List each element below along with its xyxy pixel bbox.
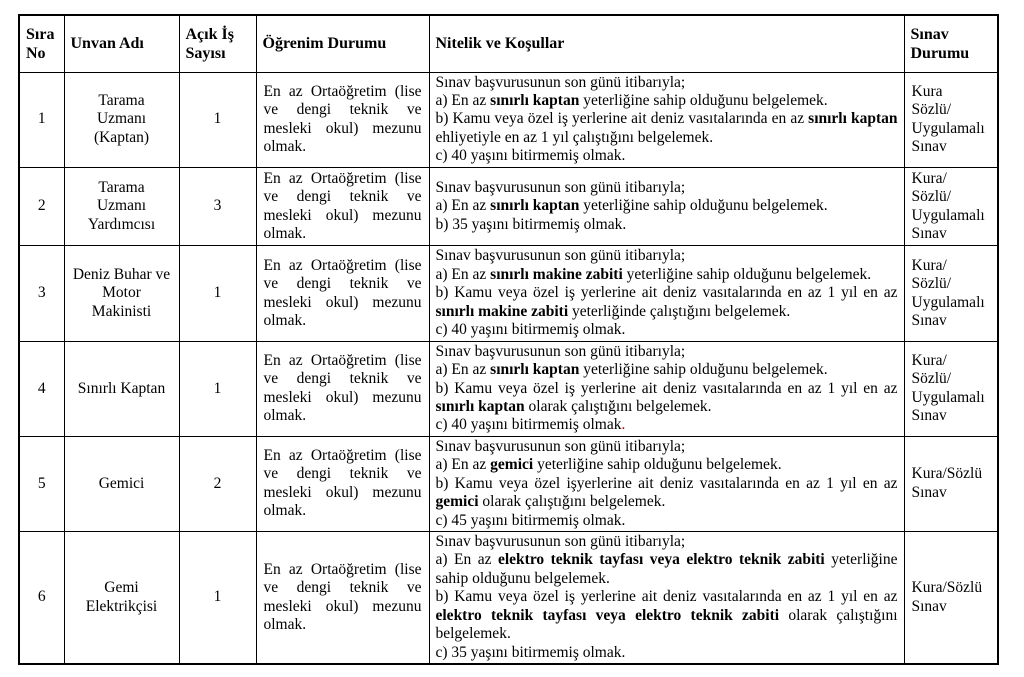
requirement-text: Sınav başvurusunun son günü itibarıyla; (435, 247, 686, 265)
requirement-text: yeterliğine sahip olduğunu belgelemek. (579, 197, 828, 215)
cell-sira-no: 2 (19, 167, 64, 246)
header-sira-no: Sıra No (19, 15, 64, 72)
requirement-emphasis: elektro teknik tayfası veya elektro teknik zabiti (435, 606, 780, 624)
cell-sira-no: 4 (19, 341, 64, 436)
requirement-text: olarak çalıştığını belgelemek. (524, 397, 712, 415)
cell-sira-no: 3 (19, 246, 64, 341)
cell-nitelik (429, 167, 904, 246)
requirement-text: c) 40 yaşını bitirmemiş olmak. (435, 147, 626, 165)
cell-unvan-adi: Deniz Buhar ve Motor Makinisti (64, 246, 179, 341)
cell-sinav-durumu: Kura Sözlü/ Uygulamalı Sınav (904, 72, 998, 167)
header-nitelik: Nitelik ve Koşullar (429, 15, 904, 72)
cell-ogrenim: En az Ortaöğretim (lise ve dengi teknik ve mesleki okul) mezunu olmak. (256, 246, 429, 341)
cell-nitelik (429, 436, 904, 531)
cell-sira-no: 5 (19, 436, 64, 531)
requirement-text: c) 40 yaşını bitirmemiş olmak. (435, 321, 626, 339)
table-row (19, 72, 998, 167)
cell-ogrenim: En az Ortaöğretim (lise ve dengi teknik ve mesleki okul) mezunu olmak. (256, 436, 429, 531)
requirement-emphasis: sınırlı kaptan (490, 91, 580, 109)
cell-acik-is: 1 (179, 532, 256, 665)
cell-sira-no: 1 (19, 72, 64, 167)
requirement-text: c) 35 yaşını bitirmemiş olmak. (435, 643, 626, 661)
cell-sinav-durumu: Kura/ Sözlü/ Uygulamalı Sınav (904, 341, 998, 436)
requirement-emphasis: sınırlı kaptan (435, 397, 525, 415)
requirement-text: . (621, 416, 626, 434)
requirement-text: Sınav başvurusunun son günü itibarıyla; (435, 178, 686, 196)
requirement-text: Sınav başvurusunun son günü itibarıyla; (435, 342, 686, 360)
requirement-text: Sınav başvurusunun son günü itibarıyla; (435, 437, 686, 455)
requirement-text: olarak çalıştığını belgelemek. (478, 493, 666, 511)
cell-acik-is: 3 (179, 167, 256, 246)
requirement-text: a) En az (435, 91, 491, 109)
cell-nitelik (429, 341, 904, 436)
requirement-text: b) Kamu veya özel iş yerlerine ait deniz vasıtalarında en az 1 yıl en az (435, 379, 898, 397)
requirement-emphasis: sınırlı makine zabiti (435, 302, 569, 320)
requirement-text: a) En az (435, 361, 491, 379)
requirement-text: ehliyetiyle en az 1 yıl çalıştığını belgelemek. (435, 128, 714, 146)
header-unvan-adi: Unvan Adı (64, 15, 179, 72)
requirement-text: yeterliğine sahip olduğunu belgelemek. (533, 456, 782, 474)
requirement-text: a) En az (435, 197, 491, 215)
cell-acik-is: 1 (179, 72, 256, 167)
requirement-emphasis: elektro teknik tayfası veya elektro teknik zabiti (497, 551, 825, 569)
requirement-text: b) Kamu veya özel iş yerlerine ait deniz vasıtalarında en az (435, 110, 809, 128)
table-row (19, 341, 998, 436)
cell-ogrenim: En az Ortaöğretim (lise ve dengi teknik ve mesleki okul) mezunu olmak. (256, 532, 429, 665)
cell-acik-is: 2 (179, 436, 256, 531)
header-ogrenim: Öğrenim Durumu (256, 15, 429, 72)
table-row (19, 167, 998, 246)
requirement-text: Sınav başvurusunun son günü itibarıyla; (435, 533, 686, 550)
cell-acik-is: 1 (179, 246, 256, 341)
requirement-emphasis: sınırlı kaptan (490, 361, 580, 379)
requirement-text: a) En az (435, 551, 498, 569)
requirement-text: yeterliğinde çalıştığını belgelemek. (568, 302, 791, 320)
requirement-emphasis: sınırlı kaptan (808, 110, 898, 128)
requirement-text: b) Kamu veya özel iş yerlerine ait deniz vasıtalarında en az 1 yıl en az (435, 284, 898, 302)
cell-sinav-durumu: Kura/Sözlü Sınav (904, 436, 998, 531)
cell-ogrenim: En az Ortaöğretim (lise ve dengi teknik ve mesleki okul) mezunu olmak. (256, 72, 429, 167)
table-row (19, 436, 998, 531)
header-sinav-durumu: Sınav Durumu (904, 15, 998, 72)
requirement-text: a) En az (435, 456, 491, 474)
requirement-emphasis: sınırlı makine zabiti (490, 265, 623, 283)
requirement-emphasis: gemici (435, 493, 479, 511)
requirement-text: c) 45 yaşını bitirmemiş olmak. (435, 511, 626, 529)
cell-ogrenim: En az Ortaöğretim (lise ve dengi teknik ve mesleki okul) mezunu olmak. (256, 341, 429, 436)
cell-ogrenim: En az Ortaöğretim (lise ve dengi teknik ve mesleki okul) mezunu olmak. (256, 167, 429, 246)
cell-nitelik (429, 72, 904, 167)
requirement-text: b) 35 yaşını bitirmemiş olmak. (435, 215, 627, 233)
requirement-text: yeterliğine sahip olduğunu belgelemek. (579, 91, 828, 109)
cell-sinav-durumu: Kura/ Sözlü/ Uygulamalı Sınav (904, 246, 998, 341)
cell-unvan-adi: Gemi Elektrikçisi (64, 532, 179, 665)
requirement-emphasis: sınırlı kaptan (490, 197, 580, 215)
cell-unvan-adi: Gemici (64, 436, 179, 531)
cell-nitelik (429, 532, 904, 665)
cell-unvan-adi: Sınırlı Kaptan (64, 341, 179, 436)
table-body (19, 72, 998, 664)
requirement-text: yeterliğine sahip olduğunu belgelemek. (622, 265, 872, 283)
requirement-text: b) Kamu veya özel iş yerlerine ait deniz vasıtalarında en az 1 yıl en az (435, 588, 898, 606)
cell-sira-no: 6 (19, 532, 64, 665)
table-row (19, 532, 998, 665)
cell-unvan-adi: Tarama Uzmanı (Kaptan) (64, 72, 179, 167)
requirement-text: Sınav başvurusunun son günü itibarıyla; (435, 73, 686, 91)
requirement-text: b) Kamu veya özel işyerlerine ait deniz vasıtalarında en az 1 yıl en az (435, 474, 898, 492)
cell-acik-is: 1 (179, 341, 256, 436)
requirement-text: yeterliğine sahip olduğunu belgelemek. (579, 361, 828, 379)
cell-nitelik (429, 246, 904, 341)
cell-sinav-durumu: Kura/ Sözlü/ Uygulamalı Sınav (904, 167, 998, 246)
requirement-text: c) 40 yaşını bitirmemiş olmak (435, 416, 622, 434)
table-header (19, 15, 998, 72)
table-row (19, 246, 998, 341)
header-row (19, 15, 998, 72)
requirement-text: a) En az (435, 265, 491, 283)
requirement-text: yeterliğine sahip olduğunu belgelemek. (435, 551, 898, 587)
requirement-text: olarak çalıştığını belgelemek. (435, 606, 898, 643)
job-postings-table (18, 14, 999, 665)
requirement-emphasis: gemici (490, 456, 534, 474)
header-acik-is: Açık İş Sayısı (179, 15, 256, 72)
cell-sinav-durumu: Kura/Sözlü Sınav (904, 532, 998, 665)
cell-unvan-adi: Tarama Uzmanı Yardımcısı (64, 167, 179, 246)
